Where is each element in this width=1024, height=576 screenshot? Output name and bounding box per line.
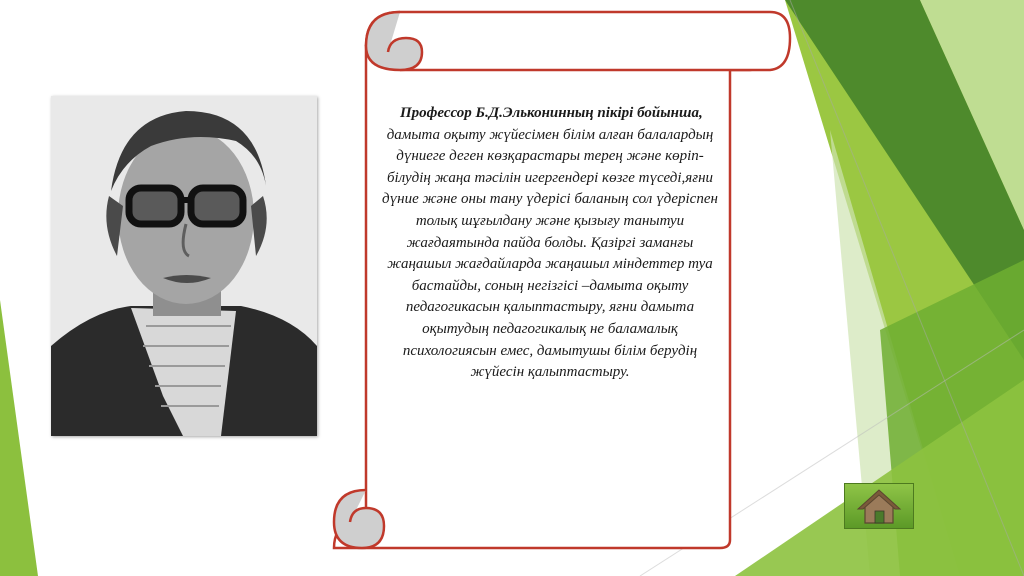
quote-body: дамыта оқыту жүйесімен білім алған балалардың дүниеге деген көзқарастары терең және көріп-білудің жаңа тәсілін игергендері көзге түседі,яғни дүние және оны тану үдерісі баланың сол үдеріспен толық шұғылдану және қызығу танытуи жағдаятында пайда болды. Қазіргі заманғы жаңашыл жағдайларда жаңашыл міндеттер туа бастайды, соның негізгісі –дамыта оқыту педагогикасын қалыптастыру, яғни дамыта оқытудың педагогикалық не баламалық психологиясын емес, дамытушы білім берудің жүйесін қалыптастыру. [382,126,718,381]
home-button[interactable] [844,483,914,529]
home-icon [845,484,913,528]
quote-text-block [375,103,725,384]
quote-title: Профессор Б.Д.Эльконинның пікірі бойынша, [400,105,703,121]
portrait-photo [51,96,317,436]
left-green-wedge [0,300,38,576]
